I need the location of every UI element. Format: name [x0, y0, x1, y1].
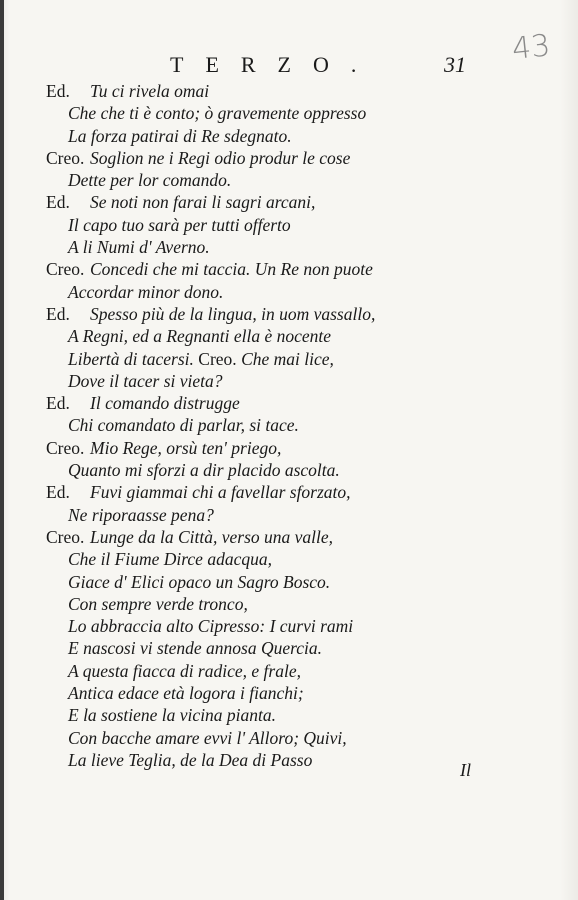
catchword: Il	[460, 760, 471, 780]
verse-line	[0, 727, 578, 749]
verse-line	[0, 348, 578, 370]
verse-line	[0, 481, 578, 503]
verse-line	[0, 437, 578, 459]
verse-text: La lieve Teglia, de la Dea di Passo	[68, 749, 313, 770]
speaker-name: Ed.	[46, 192, 70, 213]
verse-line	[0, 303, 578, 325]
verse-text: Giace d' Elici opaco un Sagro Bosco.	[68, 571, 331, 592]
verse-text-block	[0, 80, 578, 771]
verse-line	[0, 593, 578, 615]
verse-line	[0, 214, 578, 236]
verse-line	[0, 147, 578, 169]
verse-text: Tu ci rivela omai	[90, 81, 210, 101]
verse-text: Spesso più de la lingua, in uom vassallo,	[90, 303, 376, 324]
verse-text: A questa fiacca di radice, e frale,	[68, 660, 301, 681]
speaker-name: Creo.	[198, 348, 237, 369]
verse-text: Accordar minor dono.	[68, 281, 224, 302]
verse-text: Lo abbraccia alto Cipresso: I curvi rami	[68, 616, 354, 637]
speaker-name: Ed.	[46, 482, 70, 503]
verse-text: Concedi che mi taccia. Un Re non puote	[90, 259, 373, 280]
verse-line	[0, 749, 578, 771]
verse-line	[0, 281, 578, 303]
verse-text: E nascosi vi stende annosa Quercia.	[68, 638, 323, 659]
verse-line	[0, 392, 578, 414]
verse-line	[0, 660, 578, 682]
verse-line	[0, 370, 578, 392]
pencil-folio-number: 43	[510, 28, 552, 67]
verse-text: Dette per lor comando.	[68, 170, 232, 191]
verse-text: Il comando distrugge	[90, 393, 240, 414]
verse-line	[0, 80, 578, 102]
verse-text: Quanto mi sforzi a dir placido ascolta.	[68, 460, 340, 481]
speaker-name: Ed.	[46, 81, 70, 101]
verse-text: Ne riporaasse pena?	[68, 504, 214, 525]
verse-line	[0, 704, 578, 726]
verse-line	[0, 191, 578, 213]
verse-text: Libertà di tacersi.	[68, 348, 194, 369]
verse-text: Dove il tacer si vieta?	[68, 370, 223, 391]
verse-text: Che che ti è conto; ò gravemente oppresso	[68, 103, 367, 124]
verse-line	[0, 258, 578, 280]
speaker-name: Creo.	[46, 259, 85, 280]
speaker-name: Creo.	[46, 147, 85, 168]
verse-line	[0, 169, 578, 191]
speaker-name: Creo.	[46, 526, 85, 547]
verse-line	[0, 571, 578, 593]
verse-text: E la sostiene la vicina pianta.	[68, 705, 277, 726]
speaker-name: Ed.	[46, 303, 70, 324]
verse-line	[0, 459, 578, 481]
verse-text: Che il Fiume Dirce adacqua,	[68, 549, 272, 570]
verse-text: A li Numi d' Averno.	[68, 237, 210, 258]
verse-text: Il capo tuo sarà per tutti offerto	[68, 214, 291, 235]
verse-line	[0, 615, 578, 637]
verse-text: Lunge da la Città, verso una valle,	[90, 526, 334, 547]
verse-line	[0, 414, 578, 436]
page-header	[0, 28, 578, 82]
verse-text: Chi comandato di parlar, si tace.	[68, 415, 299, 436]
page-number: 31	[444, 52, 466, 77]
speaker-name: Ed.	[46, 393, 70, 414]
verse-text: A Regni, ed a Regnanti ella è nocente	[68, 326, 332, 347]
verse-line	[0, 682, 578, 704]
verse-text: Con bacche amare evvi l' Alloro; Quivi,	[68, 727, 347, 748]
verse-text: Mio Rege, orsù ten' priego,	[90, 437, 282, 458]
verse-line	[0, 125, 578, 147]
verse-line	[0, 325, 578, 347]
verse-line	[0, 637, 578, 659]
speaker-name: Creo.	[46, 437, 85, 458]
verse-text: Se noti non farai li sagri arcani,	[90, 192, 316, 213]
verse-line	[0, 504, 578, 526]
verse-line	[0, 102, 578, 124]
verse-text: Fuvi giammai chi a favellar sforzato,	[90, 482, 351, 503]
verse-text: La forza patirai di Re sdegnato.	[68, 125, 292, 146]
verse-text: Con sempre verde tronco,	[68, 593, 248, 614]
verse-line	[0, 526, 578, 548]
running-title: TERZO.	[170, 52, 379, 77]
verse-text: Che mai lice,	[241, 348, 334, 369]
verse-line	[0, 236, 578, 258]
verse-line	[0, 548, 578, 570]
verse-text: Antica edace età logora i fianchi;	[68, 683, 304, 704]
verse-text: Soglion ne i Regi odio produr le cose	[90, 147, 351, 168]
